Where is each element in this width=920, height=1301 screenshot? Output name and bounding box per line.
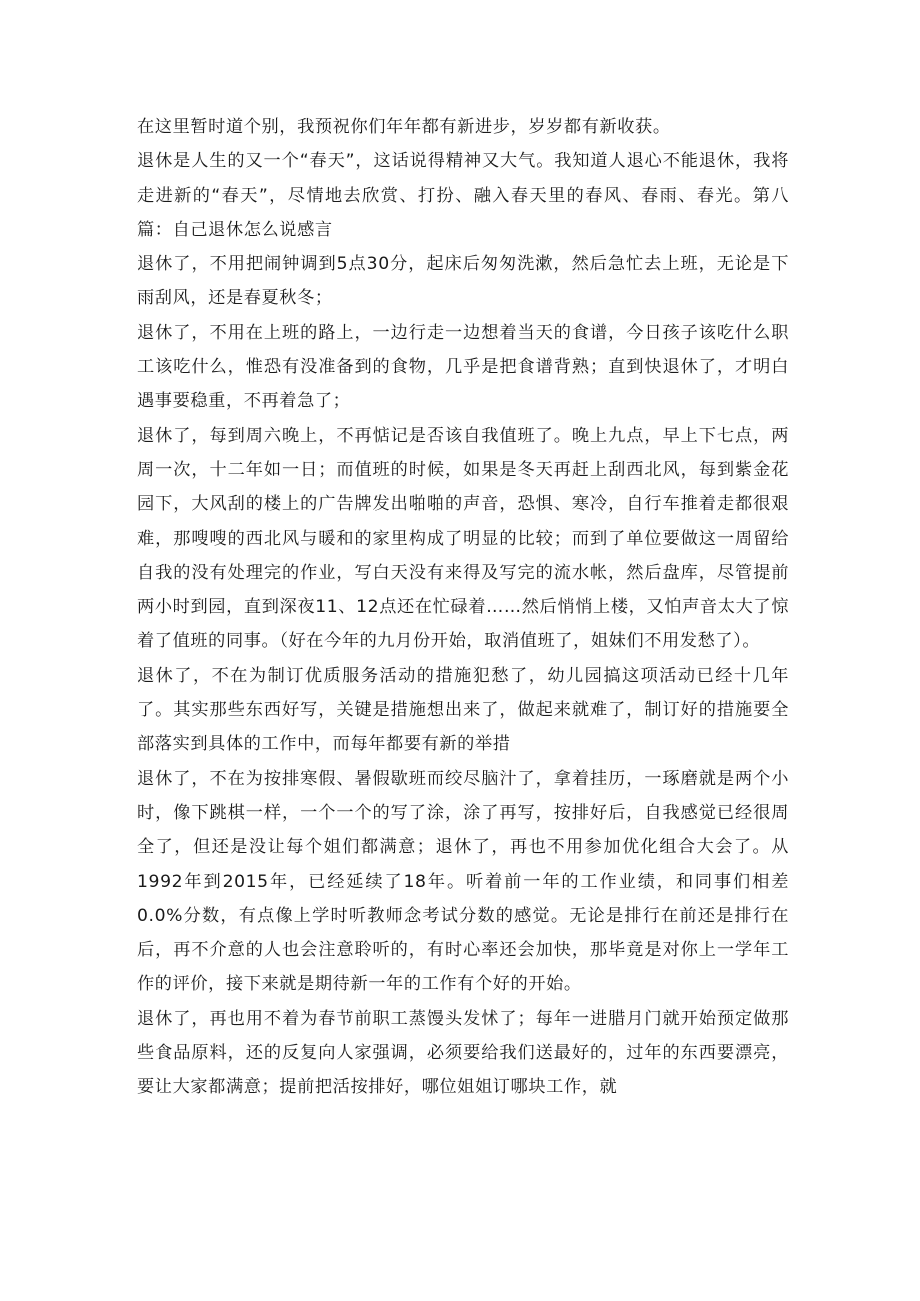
paragraph-alarm-clock: 退休了，不用把闹钟调到5点30分，起床后匆匆洗漱，然后急忙去上班，无论是下雨刮风，还是春夏秋冬； (137, 254, 789, 309)
paragraph-vacation-schedule: 退休了，不在为按排寒假、暑假歇班而绞尽脑汁了，拿着挂历，一琢磨就是两个小时，像下跳棋一样，一个一个的写了涂，涂了再写，按排好后，自我感觉已经很周全了，但还是没让每个姐们都满意；退休了，再也不用参加优化组合大会了。从1992年到2015年，已经延续了18年。听着前一年的工作业绩，和同事们相差0.0%分数，有点像上学时听教师念考试分数的感觉。无论是排行在前还是排行在后，再不介意的人也会注意聆听的，有时心率还会加快，那毕竟是对你上一学年工作的评价，接下来就是期待新一年的工作有个好的开始。 (137, 768, 789, 995)
paragraph-farewell: 在这里暂时道个别，我预祝你们年年都有新进步，岁岁都有新收获。 (137, 117, 671, 137)
paragraph-menu: 退休了，不用在上班的路上，一边行走一边想着当天的食谱，今日孩子该吃什么职工该吃什么，惟恐有没准备到的食物，几乎是把食谱背熟；直到快退休了，才明白遇事要稳重，不再着急了； (137, 322, 789, 412)
paragraph-spring-festival: 退休了，再也用不着为春节前职工蒸馒头发怵了；每年一进腊月门就开始预定做那些食品原料，还的反复向人家强调，必须要给我们送最好的，过年的东西要漂亮，要让大家都满意；提前把活按排好，哪位姐姐订哪块工作，就 (137, 1008, 789, 1098)
paragraph-night-duty: 退休了，每到周六晚上，不再惦记是否该自我值班了。晚上九点，早上下七点，两周一次，十二年如一日；而值班的时候，如果是冬天再赶上刮西北风，每到紫金花园下，大风刮的楼上的广告牌发出啪啪的声音，恐惧、寒冷，自行车推着走都很艰难，那嗖嗖的西北风与暖和的家里构成了明显的比较；而到了单位要做这一周留给自我的没有处理完的作业，写白天没有来得及写完的流水帐，然后盘库，尽管提前两小时到园，直到深夜11、12点还在忙碌着……然后悄悄上楼，又怕声音太大了惊着了值班的同事。（好在今年的九月份开始，取消值班了，姐妹们不用发愁了）。 (137, 425, 789, 652)
document-body (137, 110, 789, 1105)
paragraph-service-activity: 退休了，不在为制订优质服务活动的措施犯愁了，幼儿园搞这项活动已经十几年了。其实那些东西好写，关键是措施想出来了，做起来就难了，制订好的措施要全部落实到具体的工作中，而每年都要有新的举措 (137, 665, 789, 755)
paragraph-spring: 退休是人生的又一个“春天”，这话说得精神又大气。我知道人退心不能退休，我将走进新的“春天”，尽情地去欣赏、打扮、融入春天里的春风、春雨、春光。第八篇：自己退休怎么说感言 (137, 151, 789, 240)
